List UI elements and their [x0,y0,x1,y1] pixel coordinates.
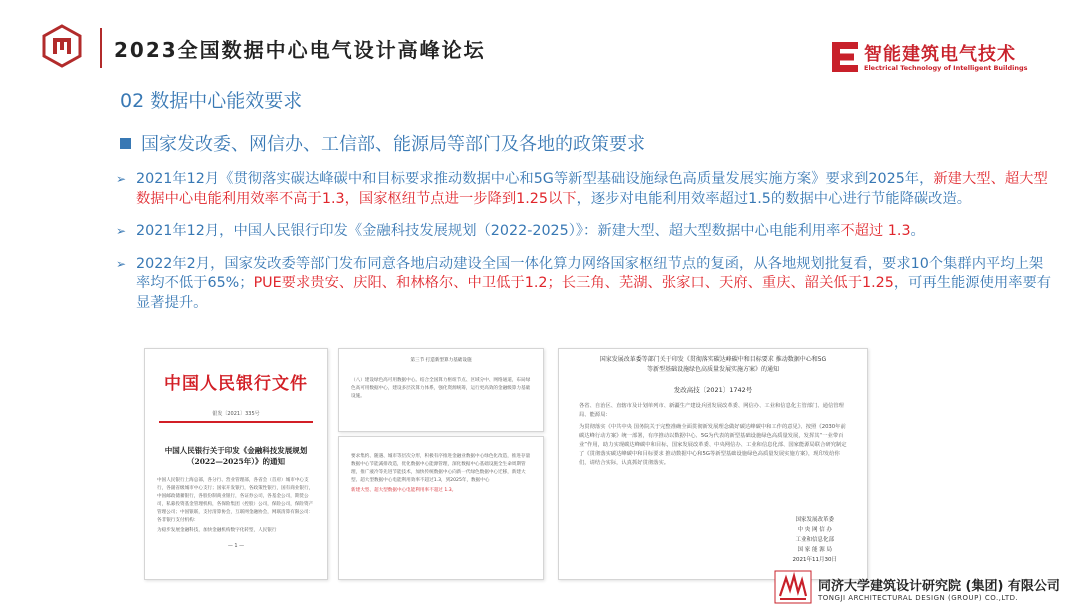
doc-body: 要求集约、随遇、城市等层次分形，积极有序推进金融业数据中心绿色化改造，推进存量数据中心节能减排改造，优化数据中心能源管理，深化数据中心基础设施全生命周期管理，推广液冷等先进节能技术，加快传统数据中心向新一代绿色数据中心迁移，新建大型、超大型数据中心电能利用效率不超过1.3，到2025年，数据中心 [351,454,531,483]
header-divider [100,28,102,68]
arrow-bullet-icon: ➢ [116,224,127,238]
doc-highlight: 新建大型、超大型数据中心电能利用率不超过 1.3。 [351,488,457,493]
pboc-document-image [144,348,328,580]
brand-name-en: Electrical Technology of Intelligent Buildings [864,64,1028,72]
document-images [0,348,1080,608]
bullet-text-after: ，逐步对电能利用效率超过1.5的数据中心进行节能降碳改造。 [576,190,972,207]
subsection-text: 国家发改委、网信办、工信部、能源局等部门及各地的政策要求 [141,134,645,155]
ndrc-notice-image [558,348,868,580]
doc-date: 2021年11月30日 [792,557,837,563]
signer: 国 家 能 源 局 [797,547,832,553]
bullet-text: 2022年2月，国家发改委等部门发布同意各地启动建设全国一体化算力网络国家枢纽节点的复函，从各地规划批复看，要求10个集群内平均上架率均不低于65%； [136,255,1044,291]
policy-bullet-list [116,170,1056,326]
brand-e-icon [832,42,860,72]
footer-org-cn: 同济大学建筑设计研究院 (集团) 有限公司 [818,579,1060,594]
bullet-text: 2021年12月，中国人民银行印发《金融科技发展规划（2022-2025）》：新建大型、超大型数据中心电能利用率 [136,223,841,239]
doc-signers [793,515,838,565]
bullet-text-after: 。 [910,223,925,239]
doc-body-2: 为贯彻落实《中共中央 国务院关于完整准确全面贯彻新发展理念做好碳达峰碳中和工作的意见》、按照《2030年前碳达峰行动方案》统一部署，有序推动以数据中心、5G为代表的新型基础设施绿色高质量发展，发挥其“一业带百业”作用，助力实现碳达峰碳中和目标，国家发展改革委、中央网信办、工业和信息化部、国家能源局联合研究制定了《贯彻落实碳达峰碳中和目标要求 推动数据中心和5G等新型基础设施绿色高质量发展实施方案》，现印发给你们，请结合实际，认真抓好贯彻落实。 [579,424,847,466]
forum-title: 2023全国数据中心电气设计高峰论坛 [114,38,486,62]
section-title: 02 数据中心能效要求 [120,90,303,112]
doc-body: 各省、自治区、直辖市及计划单列市、新疆生产建设兵团发展改革委、网信办、工业和信息化主管部门、通信管理局、能源局： [579,403,844,418]
plan-page-bottom-image [338,436,544,580]
bullet-text-after: ，可再生能源使用率要有显著提升。 [136,275,1052,311]
footer-org-en: TONGJI ARCHITECTURAL DESIGN (GROUP) CO.,LTD. [818,594,1019,602]
doc-number: 银发〔2021〕335号 [212,411,260,417]
policy-bullet [116,170,1056,209]
doc-red-rule [159,421,313,423]
signer: 工业和信息化部 [795,537,834,543]
subsection-heading [120,130,645,156]
doc-body: （八）建设绿色高可用数据中心。结合全国算力枢纽节点、区域分中、网络通道，布局绿色高可用数据中心，建设多层次算力体系，强化资源统筹，运行更高效的金融级算力基础设施。 [351,378,531,399]
brand-name-cn: 智能建筑电气技术 [864,44,1016,65]
arrow-bullet-icon: ➢ [116,172,127,186]
doc-body: 中国人民银行上海总部，各分行、营业管理部，各省会（首府）城市中心支行，各副省级城市中心支行；国家开发银行，各政策性银行，国有商业银行，中国邮政储蓄银行，各股份制商业银行，各证券公司，各基金公司，期货公司，私募投资基金管理机构，各保险集团（控股）公司，保险公司，保险资产管理公司；中国银联，支付清算协会，互联网金融协会，网联清算有限公司：各非银行支付机构： [157,477,314,523]
doc-page-number: — 1 — [227,542,245,549]
policy-bullet [116,255,1056,314]
policy-bullet [116,222,1056,242]
bullet-highlight: 新建大型、超大型数据中心电能利用效率不高于1.3，国家枢纽节点进一步降到1.25以下 [136,171,1048,207]
doc-title: 中国人民银行关于印发《金融科技发展规划（2022—2025年）》的通知 [164,445,308,466]
bullet-text: 2021年12月《贯彻落实碳达峰碳中和目标要求推动数据中心和5G等新型基础设施绿色高质量发展实施方案》要求到2025年， [136,171,934,187]
arrow-bullet-icon: ➢ [116,256,127,271]
bullet-highlight: PUE要求贵安、庆阳、和林格尔、中卫低于1.2；长三角、芜湖、张家口、天府、重庆、韶关低于1.25 [253,275,894,291]
forum-logo-icon [40,24,84,68]
plan-page-top-image [338,348,544,432]
bullet-highlight: 不超过 1.3 [840,223,911,239]
doc-chapter: 第三节 打造新型算力基础设施 [410,358,472,363]
doc-red-header: 中国人民银行文件 [164,374,308,394]
slide-header [0,0,1080,80]
square-bullet-icon [120,138,131,149]
doc-number: 发改高技〔2021〕1742号 [673,386,753,394]
brand-logo [832,40,1040,76]
signer: 国家发展改革委 [795,517,834,523]
signer: 中 央 网 信 办 [797,527,832,533]
doc-title: 国家发展改革委等部门关于印发《贯彻落实碳达峰碳中和目标要求 推动数据中心和5G等新型基础设施绿色高质量发展实施方案》的通知 [599,356,827,373]
tjad-logo-icon [774,570,812,604]
doc-body-2: 为稳步发展金融科技，加快金融机构数字化转型，人民银行 [157,527,277,533]
